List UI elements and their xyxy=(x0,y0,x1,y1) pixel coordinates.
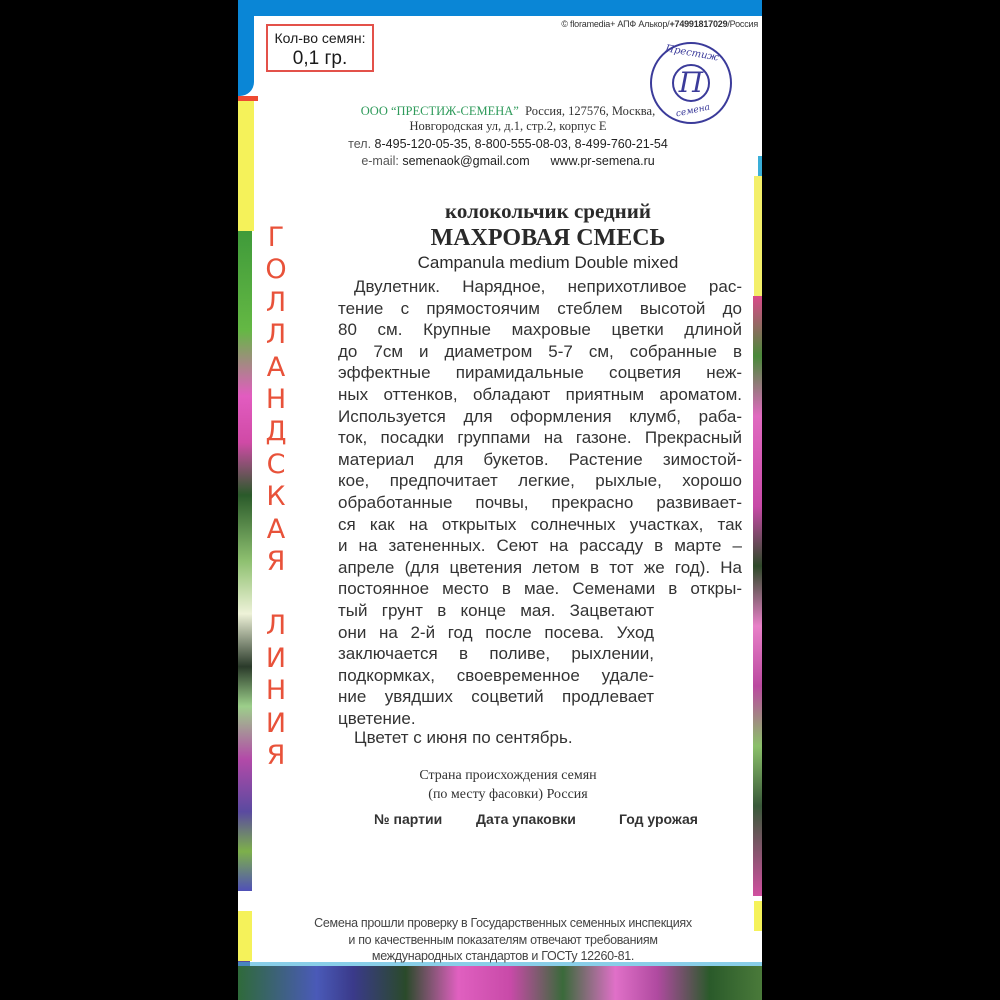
series-letter: Н xyxy=(265,675,287,707)
seed-packet-back xyxy=(238,0,762,1000)
plant-description xyxy=(338,276,742,729)
company-address xyxy=(298,104,718,134)
cert-line1: Семена прошли проверку в Государственных семенных инспекциях xyxy=(314,916,692,930)
left-blue-block xyxy=(238,16,254,96)
origin-line2: (по месту фасовки) Россия xyxy=(428,787,588,802)
certification-note xyxy=(278,915,728,965)
logo-top-text: Престиж xyxy=(664,43,720,64)
seed-quantity-box xyxy=(266,24,374,72)
bottom-flower-photo-strip xyxy=(238,966,762,1000)
series-letter: А xyxy=(266,351,286,383)
seed-quantity-value: 0,1 гр. xyxy=(292,48,348,69)
series-letter: Г xyxy=(267,222,285,253)
harvest-year-label: Год урожая xyxy=(619,811,698,827)
bloom-period: Цветет с июня по сентябрь. xyxy=(354,728,573,747)
email-label: e-mail: xyxy=(361,154,399,168)
right-decorative-strip xyxy=(752,16,762,966)
series-word-gap xyxy=(262,578,290,610)
logo-letter: П xyxy=(672,64,710,102)
cert-line2: и по качественным показателям отвечают требованиям xyxy=(348,932,658,947)
description-line: обработанные почвы, прекрасно развивает- xyxy=(338,492,742,512)
series-letter: Я xyxy=(266,546,286,578)
logo-bottom-text: семена xyxy=(675,102,711,120)
phone-label: тел. xyxy=(348,137,372,151)
seed-quantity-label: Кол-во семян: xyxy=(274,30,366,46)
series-letter: И xyxy=(265,642,287,674)
right-yellow-block-bottom xyxy=(754,901,762,931)
company-name: ООО “ПРЕСТИЖ-СЕМЕНА” xyxy=(360,104,519,118)
series-letter: И xyxy=(265,707,287,739)
pack-date-label: Дата упаковки xyxy=(476,811,576,827)
copyright-line xyxy=(508,19,758,29)
description-line: ние увядших соцветий продлевает xyxy=(338,687,654,707)
series-letter: К xyxy=(266,481,286,513)
batch-number-label: № партии xyxy=(374,811,443,827)
left-flower-photo-strip xyxy=(238,231,252,891)
origin-line1: Страна происхождения семян xyxy=(419,768,597,783)
description-line: постоянное место в мае. Семенами в откры- xyxy=(338,579,742,599)
copyright-phone: +74991817029 xyxy=(669,19,728,29)
origin-country xyxy=(388,766,628,804)
description-line: кое, предпочитает легкие, рыхлые, хорошо xyxy=(338,471,742,491)
description-line: ных оттенков, обладают приятным ароматом. xyxy=(338,384,742,404)
series-vertical-title xyxy=(262,222,290,773)
description-line: до 7см и диаметром 5-7 см, собранные в xyxy=(338,341,742,361)
description-line: подкормках, своевременное удале- xyxy=(338,665,654,685)
company-contacts xyxy=(298,136,718,170)
description-line: заключается в поливе, рыхлении, xyxy=(338,644,654,664)
series-letter: Л xyxy=(265,610,287,642)
company-address-line2: Новгородская ул, д.1, стр.2, корпус Е xyxy=(409,119,607,133)
series-letter: А xyxy=(266,513,286,545)
series-letter: Л xyxy=(265,286,287,318)
description-line: цветение. xyxy=(338,708,416,728)
right-white-block xyxy=(752,16,762,156)
description-line: ток, посадки группами на газоне. Прекрасный xyxy=(338,428,742,448)
left-yellow-block xyxy=(238,101,254,231)
left-yellow-block-bottom xyxy=(238,911,252,961)
copyright-suffix: /Россия xyxy=(727,19,758,29)
description-line: эффектные пирамидальные соцветия неж- xyxy=(338,363,742,383)
top-blue-band xyxy=(238,0,762,16)
variety-title: МАХРОВАЯ СМЕСЬ xyxy=(430,225,666,251)
series-letter: С xyxy=(266,448,286,480)
email-link[interactable]: semenaok@gmail.com xyxy=(402,154,530,168)
series-letter: Н xyxy=(265,384,287,416)
series-letter: Д xyxy=(265,416,287,448)
description-line: материал для букетов. Растение зимостой- xyxy=(338,449,742,469)
series-letter: О xyxy=(265,254,287,286)
series-letter: Я xyxy=(266,740,286,772)
description-line: они на 2-й год после посева. Уход xyxy=(338,622,654,642)
description-line: тение с прямостоячим стеблем высотой до xyxy=(338,298,742,318)
description-line: апреле (для цветения летом в тот же год). На xyxy=(338,557,742,577)
right-yellow-block xyxy=(754,176,762,296)
cert-line3: международных стандартов и ГОСТу 12260-81. xyxy=(371,949,635,963)
description-line: 80 см. Крупные махровые цветки длиной xyxy=(338,320,742,340)
website-link[interactable]: www.pr-semena.ru xyxy=(550,154,655,168)
phone-numbers: 8-495-120-05-35, 8-800-555-08-03, 8-499-760-21-54 xyxy=(374,137,668,151)
right-cyan-stripe xyxy=(758,156,762,176)
description-line: и на затененных. Сеют на рассаду в марте – xyxy=(338,536,742,556)
description-line: Используется для оформления клумб, раба- xyxy=(338,406,742,426)
left-decorative-strip xyxy=(238,16,254,1000)
series-letter: Л xyxy=(265,319,287,351)
species-title: колокольчик средний xyxy=(445,199,651,223)
right-flower-photo-strip xyxy=(753,296,762,896)
description-line: ся как на открытых солнечных участках, так xyxy=(338,514,742,534)
company-address-line1: Россия, 127576, Москва, xyxy=(525,104,656,118)
description-line: тый грунт в конце мая. Зацветают xyxy=(338,600,654,620)
description-line: Двулетник. Нарядное, неприхотливое рас- xyxy=(354,277,742,296)
copyright-prefix: © floramedia+ АПФ Алькор/ xyxy=(561,19,670,29)
latin-name: Campanula medium Double mixed xyxy=(417,253,679,272)
